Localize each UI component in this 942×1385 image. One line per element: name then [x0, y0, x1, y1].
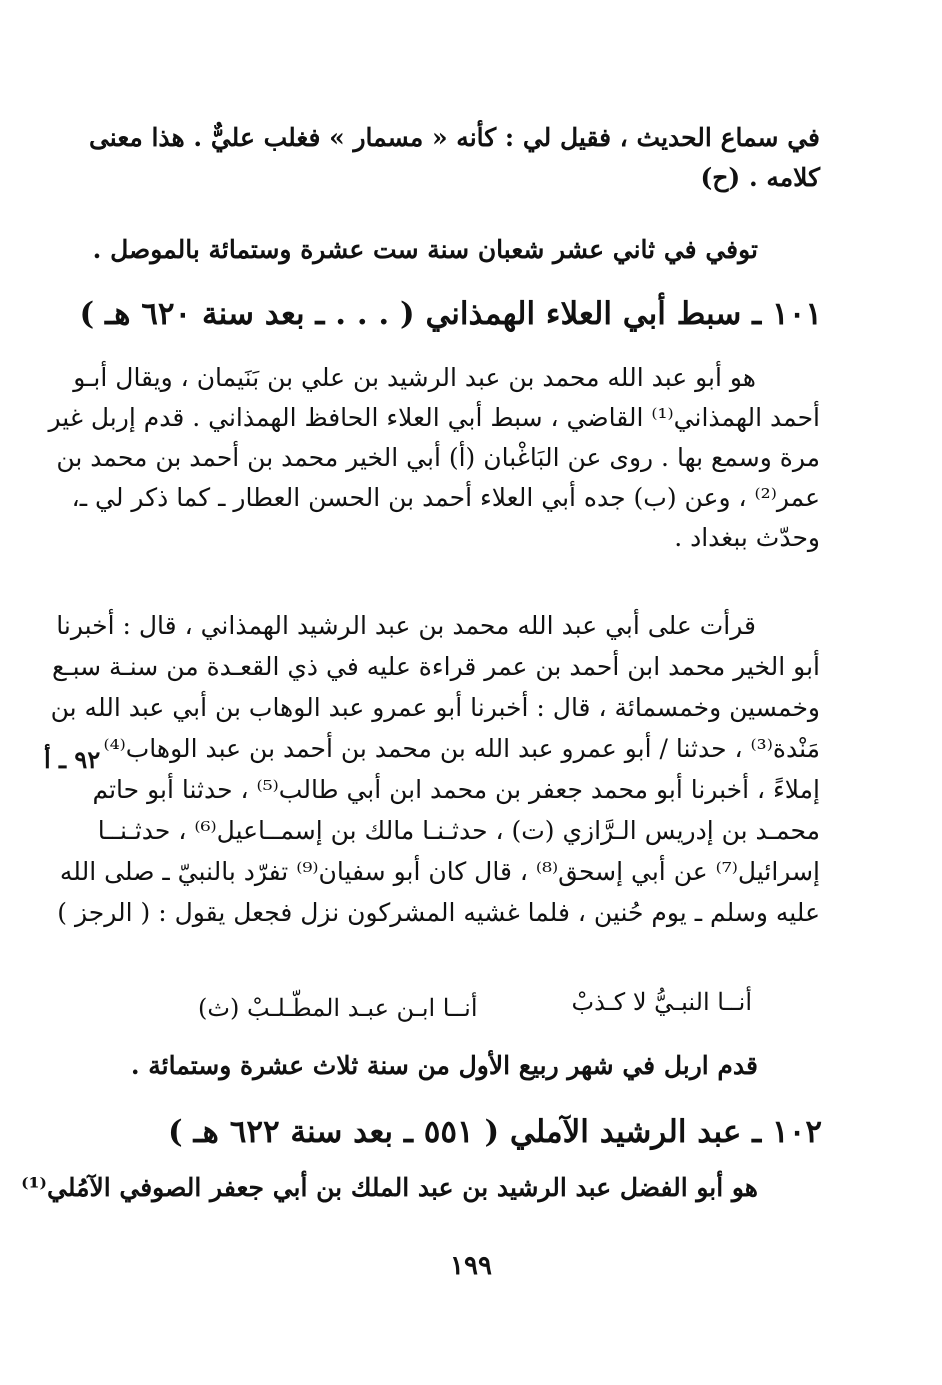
text-line: أحمد الهمذاني⁽¹⁾ القاضي ، سبط أبي العلاء الحافظ الهمذاني . قدم إربل غير [48, 403, 820, 432]
entry-heading-102: ١٠٢ ـ عبد الرشيد الآملي ( ٥٥١ ـ بعد سنة ٦٢٢ هـ ) [168, 1114, 822, 1150]
text-line: قرأت على أبي عبد الله محمد بن عبد الرشيد الهمذاني ، قال : أخبرنا [56, 611, 756, 640]
text-line: كلامه . (ح) [700, 163, 820, 192]
text-line: وحدّث ببغداد . [674, 523, 820, 552]
text-line: توفي في ثاني عشر شعبان سنة ست عشرة وستمائة بالموصل . [92, 235, 758, 264]
text-line: مرة وسمع بها . روى عن البَاغْبان (أ) أبي الخير محمد بن أحمد بن محمد بن [56, 443, 820, 472]
text-line: عليه وسلم ـ يوم حُنين ، فلما غشيه المشركون نزل فجعل يقول : ( الرجز ) [57, 898, 820, 927]
continued-paragraph [88, 118, 820, 198]
text-line: قدم اربل في شهر ربيع الأول من سنة ثلاث عشرة وستمائة . [130, 1051, 758, 1080]
entry-heading-101: ١٠١ ـ سبط أبي العلاء الهمذاني ( . . . ـ بعد سنة ٦٢٠ هـ ) [79, 296, 822, 332]
text-line: إملاءً ، أخبرنا أبو محمد جعفر بن محمد ابن أبي طالب⁽⁵⁾ ، حدثنا أبو حاتم [92, 775, 820, 804]
page-number: ١٩٩ [450, 1251, 492, 1281]
text-line: أبو الخير محمد ابن أحمد بن عمر قراءة عليه في ذي القعـدة من سنـة سبـع [51, 652, 820, 681]
text-line: هو أبو الفضل عبد الرشيد بن عبد الملك بن أبي جعفر الصوفي الآمُلي⁽¹⁾ [21, 1173, 758, 1202]
text-line: هو أبو عبد الله محمد بن عبد الرشيد بن علي بن بَنَيمان ، ويقال أبـو [73, 363, 756, 392]
verse-first-hemistich: أنــا النبـيُّ لا كـذبْ [571, 988, 752, 1016]
text-line: مَنْدة⁽³⁾ ، حدثنا / أبو عمرو عبد الله بن محمد بن أحمد بن عبد الوهاب⁽⁴⁾ [103, 734, 820, 763]
folio-margin-note: ٩٢ ـ أ [44, 745, 101, 774]
text-line: إسرائيل⁽⁷⁾ عن أبي إسحق⁽⁸⁾ ، قال كان أبو سفيان⁽⁹⁾ تفرّد بالنبيّ ـ صلى الله [59, 857, 820, 886]
death-note-paragraph [92, 230, 758, 270]
entry-101-closing [130, 1046, 758, 1086]
text-line: وخمسين وخمسمائة ، قال : أخبرنا أبو عمرو عبد الوهاب بن أبي عبد الله بن [50, 693, 820, 722]
entry-102-biography [21, 1168, 758, 1208]
verse-second-hemistich: أنــا ابـن عبـد المطّـلـبْ (ث) [198, 994, 478, 1022]
text-line: محمـد بن إدريس الـرَّازي (ت) ، حدثـنـا مالك بن إسمــاعيل⁽⁶⁾ ، حدثـنــا [97, 816, 820, 845]
entry-101-biography [48, 358, 820, 558]
text-line: في سماع الحديث ، فقيل لي : كأنه « مسمار » فغلب عليٌّ . هذا معنى [88, 123, 820, 152]
text-line: عمر⁽²⁾ ، وعن (ب) جده أبي العلاء أحمد بن الحسن العطار ـ كما ذكر لي ـ، [71, 483, 820, 512]
